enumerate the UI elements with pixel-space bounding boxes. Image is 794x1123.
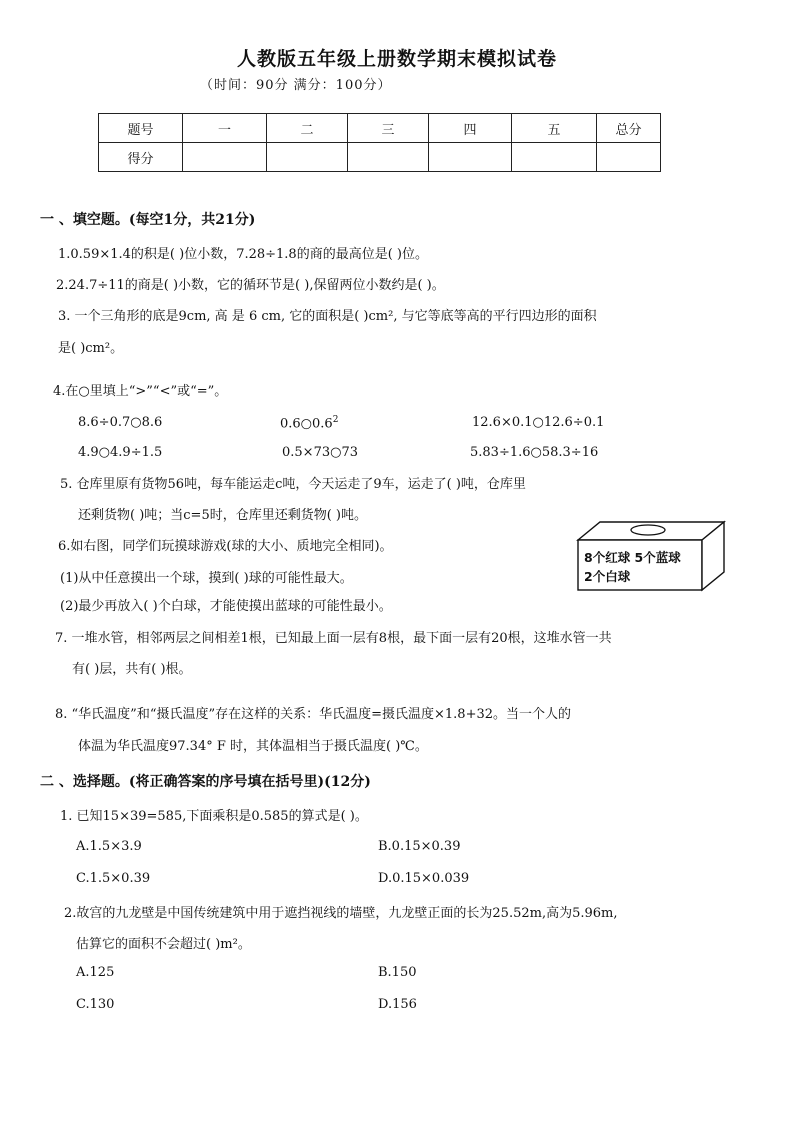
- exam-info: （时间：90分 满分：100分）: [200, 78, 392, 93]
- compare-item-d: 4.9○4.9÷1.5: [78, 445, 163, 460]
- page-title: 人教版五年级上册数学期末模拟试卷: [236, 48, 557, 70]
- score-input-4[interactable]: [429, 143, 512, 172]
- question-1-7-line1: 7. 一堆水管，相邻两层之间相差1根，已知最上面一层有8根，最下面一层有20根，这堆水管一共: [55, 631, 612, 646]
- question-1-8-line1: 8. “华氏温度”和“摄氏温度”存在这样的关系：华氏温度=摄氏温度×1.8+32。当一个人的: [55, 707, 572, 722]
- question-1-2: 2.24.7÷11的商是( )小数，它的循环节是( ),保留两位小数约是( )。: [56, 278, 445, 293]
- box-label-white: 2个白球: [584, 569, 631, 584]
- score-table: [98, 113, 661, 172]
- score-cell-4: 四: [429, 114, 512, 143]
- score-row-label: 得分: [99, 143, 183, 172]
- box-label-red-blue: 8个红球 5个蓝球: [584, 550, 681, 565]
- score-cell-5: 五: [512, 114, 597, 143]
- question-1-3-line1: 3. 一个三角形的底是9cm, 高 是 6 cm, 它的面积是( )cm², 与它等底等高的平行四边形的面积: [58, 309, 597, 324]
- score-input-1[interactable]: [183, 143, 267, 172]
- score-cell-3: 三: [348, 114, 429, 143]
- question-1-5-line2: 还剩货物( )吨；当c=5时，仓库里还剩货物( )吨。: [78, 508, 367, 523]
- question-1-5-line1: 5. 仓库里原有货物56吨，每车能运走c吨，今天运走了9车，运走了( )吨，仓库里: [60, 477, 526, 492]
- option-2-1-d: D.0.15×0.039: [378, 871, 470, 886]
- score-table-score-row: [99, 143, 661, 172]
- question-1-1: 1.0.59×1.4的积是( )位小数，7.28÷1.8的商的最高位是( )位。: [58, 247, 428, 262]
- option-2-1-b: B.0.15×0.39: [378, 839, 461, 854]
- question-1-8-line2: 体温为华氏温度97.34° F 时，其体温相当于摄氏温度( )℃。: [78, 739, 428, 754]
- compare-item-f: 5.83÷1.6○58.3÷16: [470, 445, 599, 460]
- score-cell-total: 总分: [597, 114, 661, 143]
- question-1-6-1: (1)从中任意摸出一个球，摸到( )球的可能性最大。: [60, 571, 353, 586]
- score-input-3[interactable]: [348, 143, 429, 172]
- question-1-6-2: (2)最少再放入( )个白球，才能使摸出蓝球的可能性最小。: [60, 599, 392, 614]
- score-input-total[interactable]: [597, 143, 661, 172]
- compare-item-b-main: 0.6○0.6: [280, 416, 333, 432]
- score-cell-2: 二: [267, 114, 348, 143]
- section1-heading: 一 、填空题。(每空1分，共21分): [40, 212, 256, 228]
- question-1-6: 6.如右图，同学们玩摸球游戏(球的大小、质地完全相同)。: [58, 539, 393, 554]
- question-1-4: 4.在○里填上“>”“<”或“=”。: [53, 384, 228, 399]
- option-2-1-c: C.1.5×0.39: [76, 871, 151, 886]
- question-1-3-line2: 是( )cm²。: [58, 341, 124, 356]
- score-table-header-row: [99, 114, 661, 143]
- compare-item-c: 12.6×0.1○12.6÷0.1: [472, 415, 605, 430]
- section2-heading: 二 、选择题。(将正确答案的序号填在括号里)(12分): [40, 774, 371, 790]
- compare-item-b: [280, 415, 338, 431]
- question-2-1: 1. 已知15×39=585,下面乘积是0.585的算式是( )。: [60, 809, 368, 824]
- question-1-7-line2: 有( )层，共有( )根。: [72, 662, 192, 677]
- option-2-2-c: C.130: [76, 997, 115, 1012]
- compare-item-e: 0.5×73○73: [282, 445, 358, 460]
- score-input-2[interactable]: [267, 143, 348, 172]
- compare-item-b-exponent: 2: [332, 415, 339, 425]
- option-2-2-d: D.156: [378, 997, 417, 1012]
- compare-item-a: 8.6÷0.7○8.6: [78, 415, 163, 430]
- option-2-2-a: A.125: [76, 965, 115, 980]
- score-cell-label: 题号: [99, 114, 183, 143]
- option-2-1-a: A.1.5×3.9: [76, 839, 142, 854]
- question-2-2-line2: 估算它的面积不会超过( )m²。: [76, 937, 251, 952]
- option-2-2-b: B.150: [378, 965, 417, 980]
- score-cell-1: 一: [183, 114, 267, 143]
- question-2-2-line1: 2.故宫的九龙壁是中国传统建筑中用于遮挡视线的墙壁，九龙壁正面的长为25.52m,高为5.96m,: [64, 906, 618, 921]
- score-input-5[interactable]: [512, 143, 597, 172]
